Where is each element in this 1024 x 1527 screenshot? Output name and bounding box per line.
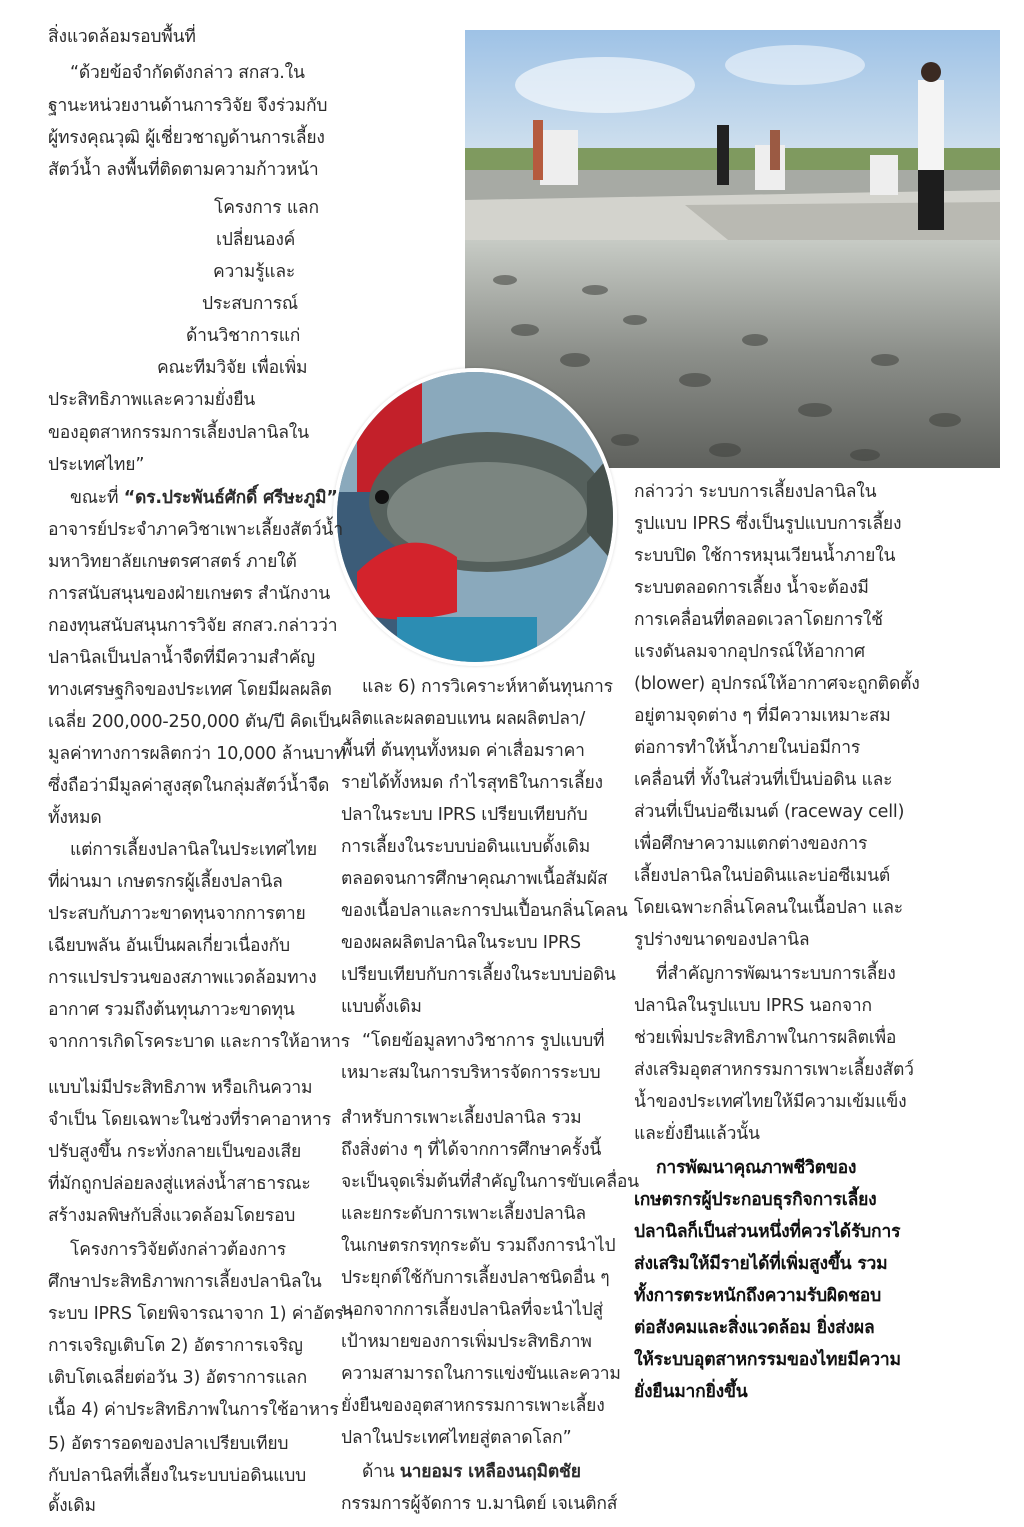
text-line: จำเป็น โดยเฉพาะในช่วงที่ราคาอาหาร [48,1110,331,1130]
text-line: ส่วนที่เป็นบ่อซีเมนต์ (raceway cell) [634,802,905,822]
text-line: ของผลผลิตปลานิลในระบบ IPRS [341,933,581,953]
text-line: ส่งเสริมอุตสาหกรรมการเพาะเลี้ยงสัตว์ [634,1060,914,1080]
text-line: ส่งเสริมให้มีรายได้ที่เพิ่มสูงขึ้น รวม [634,1254,888,1274]
text-line: มหาวิทยาลัยเกษตรศาสตร์ ภายใต้ [48,552,297,572]
text-line: การเคลื่อนที่ตลอดเวลาโดยการใช้ [634,610,883,630]
text-line: ต่อสังคมและสิ่งแวดล้อม ยิ่งส่งผล [634,1318,875,1338]
text-line: กับปลานิลที่เลี้ยงในระบบบ่อดินแบบ [48,1466,307,1486]
text-line: เกษตรกรผู้ประกอบธุรกิจการเลี้ยง [634,1190,877,1210]
text-line: ยั่งยืนมากยิ่งขึ้น [634,1382,748,1402]
text-line: ถึงสิ่งต่าง ๆ ที่ได้จากการศึกษาครั้งนี้ [341,1140,602,1160]
text-line: ปลาในประเทศไทยสู่ตลาดโลก” [341,1428,572,1448]
text-line: ปลาในระบบ IPRS เปรียบเทียบกับ [341,805,588,825]
text-line: เพื่อศึกษาความแตกต่างของการ [634,834,868,854]
text-line: ความรู้และ [213,262,296,282]
text-line: ประยุกต์ใช้กับการเลี้ยงปลาชนิดอื่น ๆ [341,1268,610,1288]
text-line: การเจริญเติบโต 2) อัตราการเจริญ [48,1336,303,1356]
text-line [362,1456,581,1488]
text-line: เคลื่อนที่ ทั้งในส่วนที่เป็นบ่อดิน และ [634,770,893,790]
text-line: เป้าหมายของการเพิ่มประสิทธิภาพ [341,1332,592,1352]
text-line: แรงดันลมจากอุปกรณ์ให้อากาศ [634,642,865,662]
text-line: ทางเศรษฐกิจของประเทศ โดยมีผลผลิต [48,680,332,700]
text-line: การพัฒนาคุณภาพชีวิตของ [656,1158,857,1178]
text-line: โครงการวิจัยดังกล่าวต้องการ [70,1240,286,1260]
text-line: 5) อัตรารอดของปลาเปรียบเทียบ [48,1434,289,1454]
text-line: โดยเฉพาะกลิ่นโคลนในเนื้อปลา และ [634,898,903,918]
text-line: ตลอดจนการศึกษาคุณภาพเนื้อสัมผัส [341,869,608,889]
text-line: สำหรับการเพาะเลี้ยงปลานิล รวม [341,1108,582,1128]
text-span: ด้าน [362,1462,400,1482]
text-line: ประเทศไทย” [48,455,145,475]
text-line: รูปแบบ IPRS ซึ่งเป็นรูปแบบการเลี้ยง [634,514,902,534]
text-line: (blower) อุปกรณ์ให้อากาศจะถูกติดตั้ง [634,674,920,694]
text-line: ปรับสูงขึ้น กระทั่งกลายเป็นของเสีย [48,1142,301,1162]
person-name: “ดร.ประพันธ์ศักดิ์ ศรีษะภูมิ” [123,488,338,508]
text-line: กรรมการผู้จัดการ บ.มานิตย์ เจเนติกส์ [341,1494,618,1514]
text-line: ปลานิลก็เป็นส่วนหนึ่งที่ควรได้รับการ [634,1222,901,1242]
text-line: ผลิตและผลตอบแทน ผลผลิตปลา/ [341,709,586,729]
text-line: ทั้งหมด [48,808,102,828]
text-line: รูปร่างขนาดของปลานิล [634,930,810,950]
text-line: ปลานิลในรูปแบบ IPRS นอกจาก [634,996,872,1016]
text-line: จากการเกิดโรคระบาด และการให้อาหาร [48,1032,350,1052]
text-line: เปลี่ยนองค์ [216,230,296,250]
text-line: ให้ระบบอุตสาหกรรมของไทยมีความ [634,1350,901,1370]
text-line: และยกระดับการเพาะเลี้ยงปลานิล [341,1204,586,1224]
text-line: รายได้ทั้งหมด กำไรสุทธิในการเลี้ยง [341,773,603,793]
text-line: สัตว์น้ำ ลงพื้นที่ติดตามความก้าวหน้า [48,160,319,180]
text-line: กองทุนสนับสนุนการวิจัย สกสว.กล่าวว่า [48,616,338,636]
text-line: ฐานะหน่วยงานด้านการวิจัย จึงร่วมกับ [48,96,328,116]
text-line: ยั่งยืนของอุตสาหกรรมการเพาะเลี้ยง [341,1396,605,1416]
text-line: อากาศ รวมถึงต้นทุนภาวะขาดทุน [48,1000,295,1020]
text-line: ระบบ IPRS โดยพิจารณาจาก 1) ค่าอัตรา [48,1304,354,1324]
text-line: ศึกษาประสิทธิภาพการเลี้ยงปลานิลใน [48,1272,322,1292]
text-line: “โดยข้อมูลทางวิชาการ รูปแบบที่ [362,1031,605,1051]
text-line: ด้านวิชาการแก่ [186,326,301,346]
text-line [70,482,338,514]
text-line: แบบไม่มีประสิทธิภาพ หรือเกินความ [48,1078,313,1098]
text-line: ในเกษตรกรทุกระดับ รวมถึงการนำไป [341,1236,616,1256]
text-line: ที่มักถูกปล่อยลงสู่แหล่งน้ำสาธารณะ [48,1174,311,1194]
text-line: เติบโตเฉลี่ยต่อวัน 3) อัตราการแลก [48,1368,307,1388]
text-line: ทั้งการตระหนักถึงความรับผิดชอบ [634,1286,882,1306]
text-line: ดั้งเดิม [48,1496,96,1516]
text-line: ของอุตสาหกรรมการเลี้ยงปลานิลใน [48,423,309,443]
text-line: เปรียบเทียบกับการเลี้ยงในระบบบ่อดิน [341,965,616,985]
text-line: ปลานิลเป็นปลาน้ำจืดที่มีความสำคัญ [48,648,315,668]
text-line: และยั่งยืนแล้วนั้น [634,1124,760,1144]
tilapia-illustration [337,372,613,662]
text-line: แบบดั้งเดิม [341,997,422,1017]
text-line: ระบบตลอดการเลี้ยง น้ำจะต้องมี [634,578,869,598]
text-line: เหมาะสมในการบริหารจัดการระบบ [341,1063,601,1083]
text-line: ความสามารถในการแข่งขันและความ [341,1364,621,1384]
text-span: ขณะที่ [70,488,124,508]
text-line: ซึ่งถือว่ามีมูลค่าสูงสุดในกลุ่มสัตว์น้ำจืด [48,776,330,796]
text-line: จะเป็นจุดเริ่มต้นที่สำคัญในการขับเคลื่อน [341,1172,639,1192]
text-line: ประสิทธิภาพและความยั่งยืน [48,390,256,410]
text-line: เนื้อ 4) ค่าประสิทธิภาพในการใช้อาหาร [48,1400,339,1420]
text-line: การสนับสนุนของฝ่ายเกษตร สำนักงาน [48,584,330,604]
text-line: กล่าวว่า ระบบการเลี้ยงปลานิลใน [634,482,877,502]
fish-in-hand-photo [333,368,617,666]
text-line: สิ่งแวดล้อมรอบพื้นที่ [48,27,196,47]
text-line: ของเนื้อปลาและการปนเปื้อนกลิ่นโคลน [341,901,628,921]
text-line: เลี้ยงปลานิลในบ่อดินและบ่อซีเมนต์ [634,866,891,886]
text-line: “ด้วยข้อจำกัดดังกล่าว สกสว.ใน [70,63,305,83]
text-line: อาจารย์ประจำภาควิชาเพาะเลี้ยงสัตว์น้ำ [48,520,343,540]
person-name: นายอมร เหลืองนฤมิตชัย [399,1462,581,1482]
text-line: นอกจากการเลี้ยงปลานิลที่จะนำไปสู่ [341,1300,603,1320]
text-line: โครงการ แลก [214,198,319,218]
text-line: ผู้ทรงคุณวุฒิ ผู้เชี่ยวชาญด้านการเลี้ยง [48,128,325,148]
text-line: และ 6) การวิเคราะห์หาต้นทุนการ [362,677,613,697]
text-line: ประสบการณ์ [202,294,298,314]
text-line: การแปรปรวนของสภาพแวดล้อมทาง [48,968,317,988]
text-line: อยู่ตามจุดต่าง ๆ ที่มีความเหมาะสม [634,706,891,726]
text-line: ประสบกับภาวะขาดทุนจากการตาย [48,904,306,924]
text-line: ช่วยเพิ่มประสิทธิภาพในการผลิตเพื่อ [634,1028,897,1048]
text-line: มูลค่าทางการผลิตกว่า 10,000 ล้านบาท [48,744,346,764]
text-line: พื้นที่ ต้นทุนทั้งหมด ค่าเสื่อมราคา [341,741,585,761]
text-line: ระบบปิด ใช้การหมุนเวียนน้ำภายใน [634,546,896,566]
text-line: ที่ผ่านมา เกษตรกรผู้เลี้ยงปลานิล [48,872,283,892]
text-line: เฉียบพลัน อันเป็นผลเกี่ยวเนื่องกับ [48,936,290,956]
text-line: การเลี้ยงในระบบบ่อดินแบบดั้งเดิม [341,837,591,857]
text-line: ที่สำคัญการพัฒนาระบบการเลี้ยง [656,964,896,984]
text-line: แต่การเลี้ยงปลานิลในประเทศไทย [70,840,317,860]
text-line: ต่อการทำให้น้ำภายในบ่อมีการ [634,738,861,758]
text-line: น้ำของประเทศไทยให้มีความเข้มแข็ง [634,1092,907,1112]
text-line: คณะทีมวิจัย เพื่อเพิ่ม [157,358,308,378]
text-line: เฉลี่ย 200,000-250,000 ตัน/ปี คิดเป็น [48,712,341,732]
text-line: สร้างมลพิษกับสิ่งแวดล้อมโดยรอบ [48,1206,296,1226]
